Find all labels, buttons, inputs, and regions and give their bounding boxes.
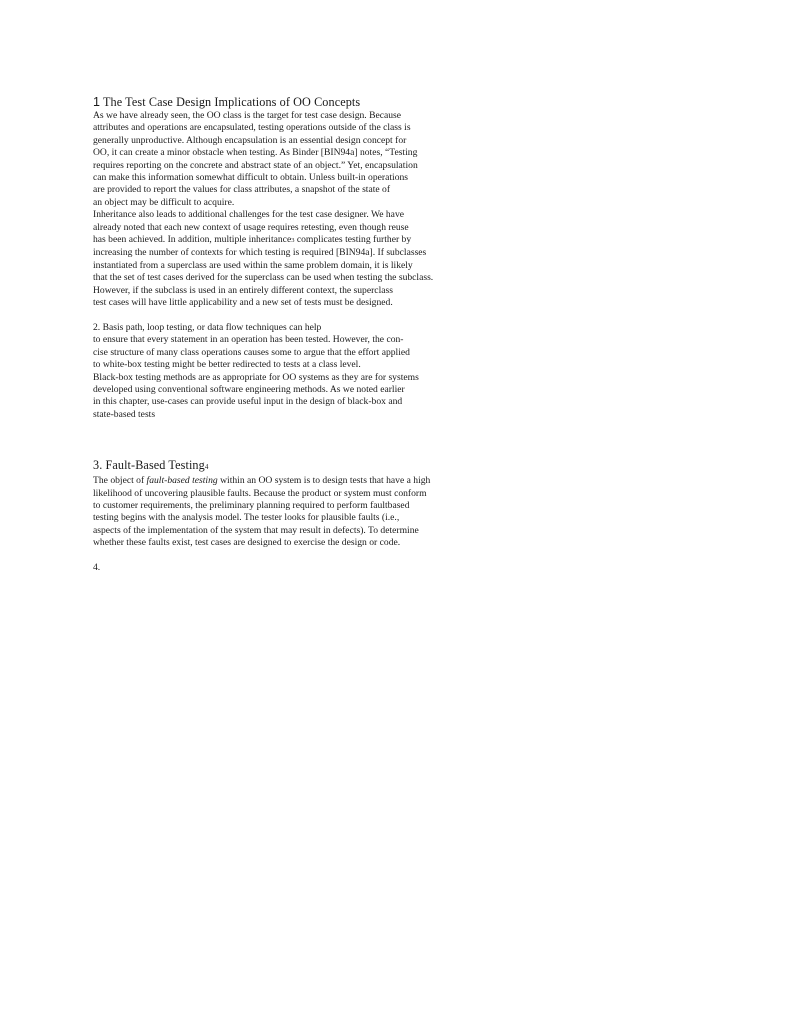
text-line: an object may be difficult to acquire.	[93, 196, 235, 208]
text-line: are provided to report the values for class attributes, a snapshot of the state of	[93, 184, 391, 196]
section-1-paragraph-1	[93, 110, 493, 209]
text-line: state-based tests	[93, 408, 156, 420]
text-line: attributes and operations are encapsulated, testing operations outside of the class is	[93, 122, 411, 134]
text-line: However, if the subclass is used in an entirely different context, the superclass	[93, 284, 393, 296]
text-line: to ensure that every statement in an operation has been tested. However, the con-	[93, 334, 404, 346]
text-line: requires reporting on the concrete and abstract state of an object.” Yet, encapsulation	[93, 159, 418, 171]
text-line: to customer requirements, the preliminary planning required to perform faultbased	[93, 499, 410, 511]
section-1-heading	[93, 95, 493, 110]
section-3-heading	[93, 458, 493, 475]
spacer	[93, 310, 493, 322]
text-line: instantiated from a superclass are used within the same problem domain, it is likely	[93, 259, 413, 271]
text-line: likelihood of uncovering plausible faults. Because the product or system must conform	[93, 487, 427, 499]
text-segment: within an OO system is to design tests that have a high	[217, 475, 431, 487]
text-segment: The object of	[93, 475, 147, 487]
section-1-number: 1	[93, 95, 101, 109]
section-1-paragraph-2	[93, 209, 493, 309]
text-line: 2. Basis path, loop testing, or data flow techniques can help	[93, 321, 322, 333]
section-2-paragraph	[93, 322, 493, 421]
text-line: already noted that each new context of usage requires retesting, even though reuse	[93, 221, 409, 233]
text-line: increasing the number of contexts for which testing is required [BIN94a]. If subclasses	[93, 247, 427, 259]
text-line: aspects of the implementation of the system that may result in defects). To determine	[93, 524, 419, 536]
footnote-marker-4: 4	[204, 463, 209, 472]
text-line: Black-box testing methods are as appropriate for OO systems as they are for systems	[93, 371, 419, 383]
text-line: OO, it can create a minor obstacle when testing. As Binder [BIN94a] notes, “Testing	[93, 147, 418, 159]
section-4-label: 4.	[93, 561, 101, 573]
spacer	[93, 421, 493, 458]
text-line: test cases will have little applicability and a new set of tests must be designed.	[93, 297, 393, 309]
document-page	[93, 95, 493, 574]
section-3-title: 3. Fault-Based Testing	[93, 458, 205, 473]
text-line	[93, 475, 493, 487]
text-line: As we have already seen, the OO class is the target for test case design. Because	[93, 110, 402, 121]
section-1-title: The Test Case Design Implications of OO Concepts	[100, 95, 361, 109]
italic-term: fault-based testing	[146, 475, 218, 487]
text-line: developed using conventional software engineering methods. As we noted earlier	[93, 383, 405, 395]
text-line: that the set of test cases derived for the superclass can be used when testing the subclass.	[93, 272, 434, 284]
text-line: cise structure of many class operations causes some to argue that the effort applied	[93, 346, 410, 358]
text-line: whether these faults exist, test cases are designed to exercise the design or code.	[93, 537, 401, 549]
text-line: in this chapter, use-cases can provide useful input in the design of black-box and	[93, 396, 403, 408]
text-line: generally unproductive. Although encapsulation is an essential design concept for	[93, 134, 407, 146]
text-line: can make this information somewhat difficult to obtain. Unless built-in operations	[93, 172, 409, 184]
text-line: testing begins with the analysis model. The tester looks for plausible faults (i.e.,	[93, 512, 400, 524]
text-segment: has been achieved. In addition, multiple inheritance	[93, 234, 292, 246]
text-segment: complicates testing further by	[294, 234, 412, 246]
spacer	[93, 550, 493, 562]
footnote-marker-3: 3	[291, 237, 295, 245]
text-line: to white-box testing might be better redirected to tests at a class level.	[93, 359, 361, 371]
section-3-paragraph	[93, 475, 493, 549]
text-line	[93, 234, 493, 247]
text-line: Inheritance also leads to additional challenges for the test case designer. We have	[93, 209, 404, 221]
